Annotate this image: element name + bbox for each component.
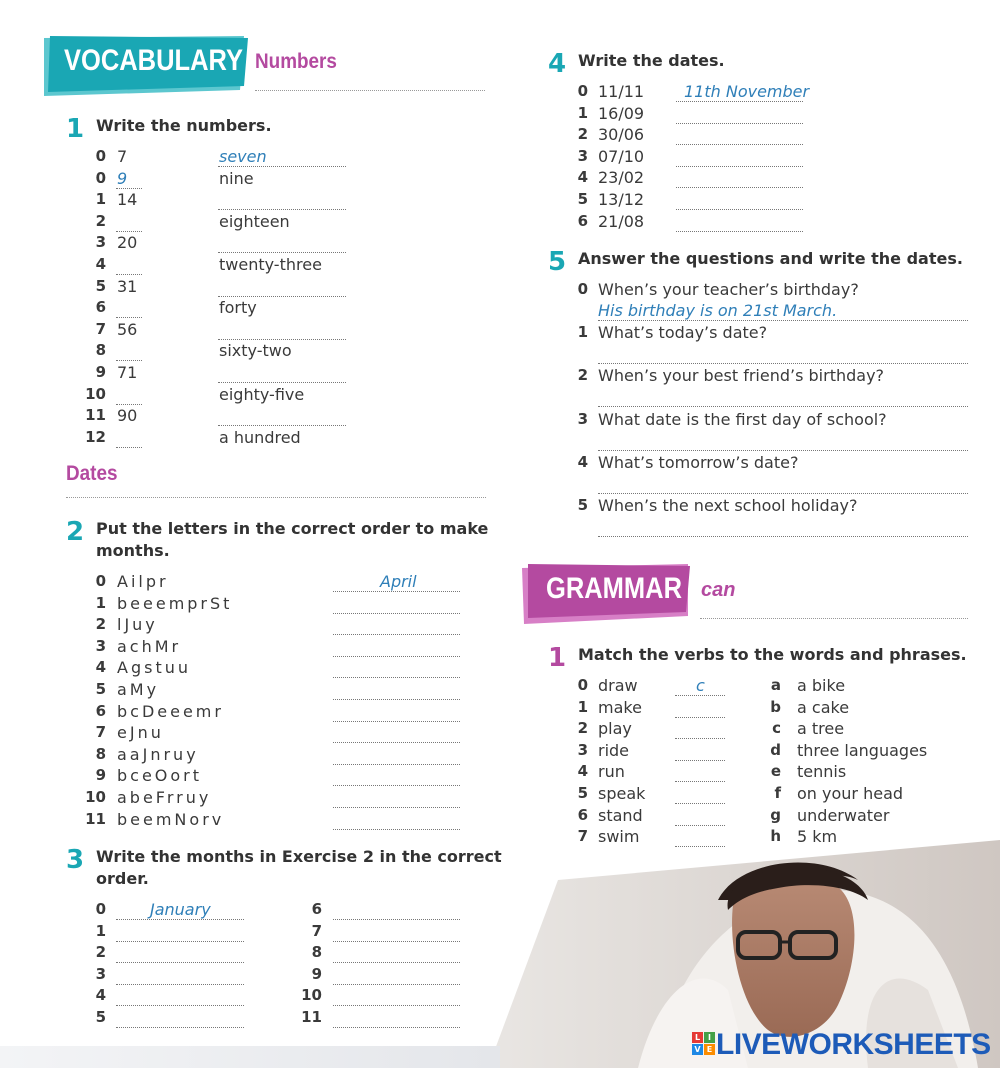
row-number: 0 — [577, 280, 588, 298]
answer-line[interactable] — [598, 493, 968, 494]
row-number: 4 — [95, 986, 106, 1005]
answer-line[interactable] — [333, 829, 460, 830]
row-number: 3 — [577, 740, 588, 759]
exercise-2-instruction-line1: Put the letters in the correct order to make — [96, 519, 489, 538]
answer-line[interactable] — [333, 699, 460, 700]
answer-text[interactable]: 11th November — [684, 82, 810, 101]
number-value: 14 — [117, 190, 138, 210]
answer-line[interactable] — [676, 166, 803, 167]
row-number: 1 — [577, 323, 588, 342]
answer-text[interactable]: January — [150, 900, 211, 919]
word-value: twenty-three — [219, 255, 322, 274]
phrase-text: three languages — [797, 740, 928, 760]
row-number: 4 — [95, 255, 106, 273]
word-value: nine — [219, 168, 254, 188]
row-number: 6 — [95, 298, 106, 317]
row-number: 11 — [301, 1008, 322, 1026]
answer-line[interactable] — [333, 721, 460, 722]
question-text: What’s tomorrow’s date? — [598, 452, 799, 472]
row-number: 5 — [95, 680, 106, 698]
answer-line[interactable] — [675, 738, 725, 739]
word-value: a hundred — [219, 427, 301, 447]
row-number: 12 — [85, 427, 106, 446]
answer-text[interactable]: 9 — [117, 168, 128, 188]
phrase-text: 5 km — [797, 827, 838, 847]
dates-rule — [66, 497, 486, 498]
number-value: 90 — [117, 406, 138, 426]
scrambled-letters: eJnu — [117, 723, 164, 743]
scrambled-letters: lJuy — [117, 615, 158, 635]
phrase-text: a cake — [797, 697, 850, 717]
number-value: 71 — [117, 363, 138, 382]
question-text: What’s today’s date? — [598, 323, 768, 343]
row-number: 3 — [577, 409, 588, 428]
answer-line[interactable] — [116, 447, 142, 448]
exercise-5-instruction: Answer the questions and write the dates. — [578, 249, 963, 268]
answer-line[interactable] — [675, 760, 725, 761]
row-number: 2 — [577, 719, 588, 738]
answer-line[interactable] — [676, 144, 803, 145]
row-number: 2 — [95, 211, 106, 230]
verb-text: play — [598, 719, 632, 739]
date-value: 16/09 — [598, 103, 645, 123]
answer-line[interactable] — [333, 613, 460, 614]
row-number: 1 — [577, 697, 588, 716]
row-number: 2 — [577, 366, 588, 385]
date-value: 11/11 — [598, 82, 645, 101]
answer-line[interactable] — [675, 825, 725, 826]
answer-line[interactable] — [333, 807, 460, 808]
row-number: 6 — [577, 805, 588, 824]
row-number: 4 — [577, 762, 588, 781]
phrase-letter: c — [772, 719, 781, 738]
vocabulary-banner — [44, 36, 244, 96]
answer-line[interactable] — [676, 101, 803, 102]
grammar-banner — [522, 564, 692, 626]
answer-text[interactable]: c — [696, 676, 705, 695]
answer-line[interactable] — [333, 1027, 460, 1028]
vocabulary-subtitle: Numbers — [255, 50, 337, 73]
row-number: 4 — [577, 452, 588, 471]
answer-line[interactable] — [598, 406, 968, 407]
row-number: 5 — [95, 1008, 106, 1026]
phrase-letter: b — [770, 697, 781, 716]
row-number: 6 — [95, 701, 106, 720]
exercise-5-number: 5 — [548, 247, 567, 277]
row-number: 8 — [311, 943, 322, 962]
answer-line[interactable] — [676, 231, 803, 232]
row-number: 0 — [577, 676, 588, 694]
verb-text: speak — [598, 784, 646, 803]
row-number: 1 — [95, 593, 106, 612]
answer-line[interactable] — [598, 450, 968, 451]
exercise-2-instruction-line2: months. — [96, 541, 170, 560]
answer-line[interactable] — [333, 1005, 460, 1006]
scrambled-letters: achMr — [117, 636, 182, 656]
scrambled-letters: beemNorv — [117, 809, 225, 829]
grammar-rule — [700, 618, 968, 619]
row-number: 7 — [311, 921, 322, 940]
question-text: When’s your teacher’s birthday? — [598, 280, 859, 299]
row-number: 2 — [95, 943, 106, 962]
row-number: 7 — [95, 723, 106, 742]
exercise-3-instruction-line2: order. — [96, 869, 149, 888]
answer-line[interactable] — [675, 846, 725, 847]
number-value: 20 — [117, 233, 138, 253]
phrase-text: a bike — [797, 676, 846, 695]
date-value: 23/02 — [598, 168, 645, 188]
scrambled-letters: beeemprSt — [117, 593, 233, 613]
phrase-letter: g — [770, 805, 781, 824]
phrase-text: on your head — [797, 784, 904, 803]
number-value: 56 — [117, 319, 138, 339]
answer-line[interactable] — [116, 941, 244, 942]
answer-line[interactable] — [675, 717, 725, 718]
row-number: 2 — [577, 125, 588, 144]
answer-text[interactable]: seven — [219, 147, 267, 166]
exercise-3-number: 3 — [66, 845, 85, 875]
answer-line[interactable] — [116, 962, 244, 963]
answer-line[interactable] — [598, 536, 968, 537]
answer-line[interactable] — [116, 1027, 244, 1028]
row-number: 10 — [301, 986, 322, 1005]
logo-badge-icon — [692, 1032, 716, 1056]
row-number: 9 — [95, 363, 106, 381]
phrase-letter: h — [770, 827, 781, 846]
row-number: 3 — [95, 636, 106, 655]
phrase-letter: d — [770, 740, 781, 759]
row-number: 8 — [95, 744, 106, 763]
exercise-1-instruction: Write the numbers. — [96, 116, 272, 135]
dates-heading: Dates — [66, 462, 118, 485]
row-number: 1 — [95, 190, 106, 209]
grammar-subtitle: can — [701, 579, 736, 601]
exercise-2-number: 2 — [66, 517, 85, 547]
row-number: 9 — [95, 766, 106, 785]
answer-line[interactable] — [333, 677, 460, 678]
grammar-exercise-1-instruction: Match the verbs to the words and phrases. — [578, 645, 967, 664]
row-number: 6 — [311, 900, 322, 918]
row-number: 3 — [577, 146, 588, 165]
date-value: 13/12 — [598, 190, 645, 209]
vocabulary-title: VOCABULARY — [64, 44, 243, 77]
scrambled-letters: Ailpr — [117, 572, 169, 591]
row-number: 3 — [95, 233, 106, 252]
logo-badge-v: V — [692, 1044, 703, 1055]
exercise-1-number: 1 — [66, 114, 85, 144]
verb-text: draw — [598, 676, 638, 695]
row-number: 5 — [577, 784, 588, 802]
row-number: 0 — [95, 168, 106, 187]
row-number: 4 — [95, 658, 106, 677]
phrase-letter: f — [774, 784, 781, 802]
row-number: 11 — [85, 406, 106, 425]
row-number: 2 — [95, 615, 106, 634]
row-number: 3 — [95, 964, 106, 983]
verb-text: run — [598, 762, 625, 782]
word-value: forty — [219, 298, 257, 318]
answer-line[interactable] — [333, 634, 460, 635]
answer-line[interactable] — [333, 785, 460, 786]
exercise-3-instruction-line1: Write the months in Exercise 2 in the correct — [96, 847, 502, 866]
row-number: 8 — [95, 341, 106, 360]
answer-line[interactable] — [116, 984, 244, 985]
answer-line[interactable] — [675, 695, 725, 696]
word-value: eighteen — [219, 211, 290, 231]
row-number: 5 — [577, 496, 588, 514]
answer-line[interactable] — [598, 363, 968, 364]
answer-text[interactable]: His birthday is on 21st March. — [598, 301, 838, 320]
row-number: 0 — [577, 82, 588, 100]
answer-line[interactable] — [333, 591, 460, 592]
logo-badge-l: L — [692, 1032, 703, 1043]
answer-line[interactable] — [675, 803, 725, 804]
answer-line[interactable] — [676, 209, 803, 210]
date-value: 21/08 — [598, 211, 645, 231]
row-number: 7 — [95, 319, 106, 338]
date-value: 30/06 — [598, 125, 645, 145]
grammar-title: GRAMMAR — [546, 572, 682, 605]
row-number: 0 — [95, 900, 106, 918]
word-value: eighty-five — [219, 384, 305, 404]
answer-line[interactable] — [116, 919, 244, 920]
row-number: 0 — [95, 572, 106, 590]
row-number: 10 — [85, 384, 106, 403]
verb-text: make — [598, 697, 642, 717]
answer-line[interactable] — [333, 941, 460, 942]
phrase-letter: a — [770, 676, 781, 694]
verb-text: swim — [598, 827, 640, 847]
phrase-text: tennis — [797, 762, 847, 782]
question-text: When’s the next school holiday? — [598, 496, 858, 515]
word-value: sixty-two — [219, 341, 292, 361]
question-text: When’s your best friend’s birthday? — [598, 366, 885, 386]
scrambled-letters: aMy — [117, 680, 160, 699]
row-number: 4 — [577, 168, 588, 187]
row-number: 0 — [95, 147, 106, 165]
row-number: 9 — [311, 964, 322, 983]
answer-text[interactable]: April — [380, 572, 417, 591]
verb-text: stand — [598, 805, 643, 825]
scrambled-letters: abeFrruy — [117, 788, 212, 807]
exercise-4-instruction: Write the dates. — [578, 51, 725, 70]
answer-line[interactable] — [333, 919, 460, 920]
verb-text: ride — [598, 740, 630, 760]
row-number: 5 — [577, 190, 588, 208]
answer-line[interactable] — [333, 656, 460, 657]
scrambled-letters: bcDeeemr — [117, 701, 224, 721]
scrambled-letters: aaJnruy — [117, 744, 199, 764]
answer-line[interactable] — [116, 1005, 244, 1006]
exercise-4-number: 4 — [548, 49, 567, 79]
number-value: 31 — [117, 276, 138, 296]
row-number: 6 — [577, 211, 588, 230]
row-number: 1 — [577, 103, 588, 122]
bottom-strip — [0, 1046, 500, 1068]
answer-line[interactable] — [676, 123, 803, 124]
question-text: What date is the first day of school? — [598, 409, 887, 429]
row-number: 11 — [85, 809, 106, 828]
row-number: 10 — [85, 788, 106, 806]
logo-badge-e: E — [704, 1044, 715, 1055]
date-value: 07/10 — [598, 146, 645, 166]
phrase-letter: e — [770, 762, 781, 781]
logo-text: LIVEWORKSHEETS — [716, 1028, 991, 1061]
logo-badge-i: I — [704, 1032, 715, 1043]
row-number: 1 — [95, 921, 106, 940]
answer-line[interactable] — [676, 187, 803, 188]
number-value: 7 — [117, 147, 128, 166]
row-number: 7 — [577, 827, 588, 846]
answer-line[interactable] — [333, 962, 460, 963]
scrambled-letters: Agstuu — [117, 658, 191, 678]
row-number: 5 — [95, 276, 106, 295]
phrase-text: a tree — [797, 719, 845, 739]
phrase-text: underwater — [797, 805, 890, 825]
grammar-exercise-1-number: 1 — [548, 643, 567, 673]
scrambled-letters: bceOort — [117, 766, 203, 786]
answer-line[interactable] — [333, 764, 460, 765]
answer-line[interactable] — [598, 320, 968, 321]
subtitle-rule — [255, 90, 485, 91]
answer-line[interactable] — [333, 742, 460, 743]
answer-line[interactable] — [675, 781, 725, 782]
answer-line[interactable] — [333, 984, 460, 985]
